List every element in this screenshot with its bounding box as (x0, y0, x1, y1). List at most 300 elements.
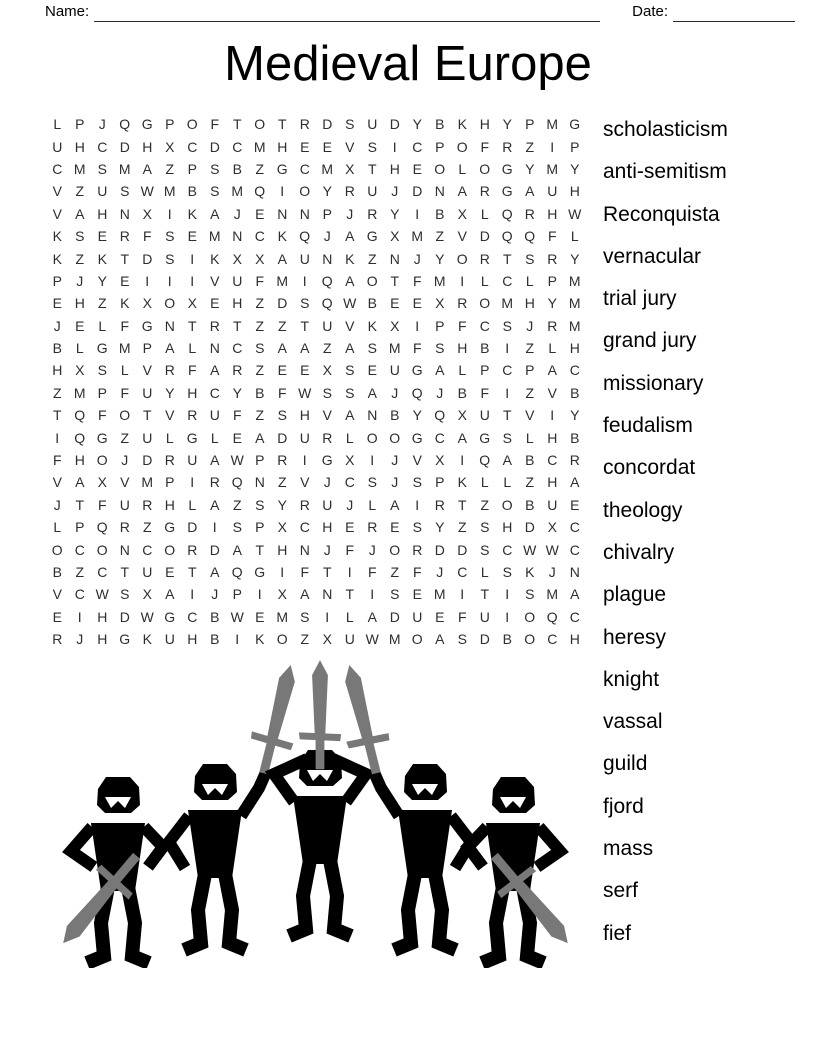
grid-letter-r12c4: L (120, 362, 129, 379)
grid-letter-r24c21: B (502, 631, 512, 648)
grid-letter-r4c8: S (210, 183, 220, 200)
grid-letter-r2c2: H (74, 138, 85, 155)
grid-letter-r6c10: C (254, 228, 265, 245)
grid-letter-r6c23: F (547, 228, 557, 245)
grid-letter-r21c6: E (165, 564, 175, 580)
grid-letter-r12c24: C (569, 362, 580, 379)
grid-letter-r19c2: P (75, 519, 85, 536)
grid-letter-r3c12: C (299, 160, 310, 177)
grid-letter-r7c19: O (456, 250, 468, 267)
grid-letter-r12c2: X (75, 362, 85, 379)
grid-letter-r18c20: Z (480, 496, 490, 513)
grid-letter-r14c3: F (97, 407, 107, 424)
grid-letter-r18c10: S (255, 496, 265, 513)
grid-letter-r22c3: W (95, 586, 109, 603)
grid-letter-r14c4: O (119, 407, 131, 424)
grid-letter-r9c17: E (412, 295, 422, 312)
grid-letter-r6c2: S (75, 228, 85, 245)
grid-letter-r8c20: L (480, 272, 489, 289)
grid-letter-r20c11: H (277, 541, 288, 558)
grid-letter-r14c2: Q (74, 407, 86, 424)
grid-letter-r18c16: A (390, 496, 400, 513)
grid-letter-r7c1: K (52, 250, 62, 267)
grid-letter-r21c18: J (436, 564, 444, 580)
grid-letter-r24c10: K (255, 631, 265, 648)
grid-letter-r17c21: L (503, 474, 512, 491)
grid-letter-r14c1: T (52, 407, 62, 424)
grid-letter-r23c14: L (345, 608, 354, 625)
grid-letter-r13c6: Y (165, 384, 175, 401)
grid-letter-r5c21: Q (501, 205, 513, 222)
grid-letter-r16c24: R (569, 452, 580, 469)
grid-letter-r11c17: F (412, 340, 422, 357)
grid-letter-r17c12: V (300, 474, 310, 491)
grid-letter-r19c7: D (187, 519, 198, 536)
grid-letter-r22c14: T (345, 586, 355, 603)
grid-letter-r8c4: E (120, 272, 130, 289)
grid-letter-r5c3: H (97, 205, 108, 222)
grid-letter-r17c13: J (323, 474, 331, 491)
grid-letter-r19c10: P (255, 519, 265, 536)
grid-letter-r2c1: U (52, 138, 63, 155)
word-list-item: theology (603, 498, 683, 522)
grid-letter-r4c17: D (412, 183, 423, 200)
grid-letter-r22c17: E (412, 586, 422, 603)
grid-letter-r24c24: H (569, 631, 580, 648)
grid-letter-r1c23: M (546, 116, 559, 133)
grid-letter-r5c24: W (568, 205, 582, 222)
grid-letter-r8c6: I (167, 272, 172, 289)
grid-letter-r24c14: U (344, 631, 355, 648)
grid-letter-r13c15: A (367, 384, 377, 401)
grid-letter-r24c11: O (276, 631, 288, 648)
grid-letter-r9c4: K (120, 295, 130, 312)
grid-letter-r14c22: V (525, 407, 535, 424)
grid-letter-r2c8: D (209, 138, 220, 155)
grid-letter-r2c5: H (142, 138, 153, 155)
grid-letter-r21c23: J (548, 564, 556, 580)
grid-letter-r12c9: R (232, 362, 243, 379)
grid-letter-r1c8: F (210, 116, 220, 133)
grid-letter-r11c13: Z (322, 340, 332, 357)
grid-letter-r21c1: B (52, 564, 62, 580)
grid-letter-r21c14: I (347, 564, 352, 580)
grid-letter-r24c23: C (547, 631, 558, 648)
grid-letter-r2c4: D (119, 138, 130, 155)
grid-letter-r20c10: T (255, 541, 265, 558)
grid-letter-r16c11: R (277, 452, 288, 469)
grid-letter-r18c3: F (97, 496, 107, 513)
grid-letter-r23c18: E (435, 608, 445, 625)
grid-letter-r9c19: R (457, 295, 468, 312)
grid-letter-r15c22: L (525, 429, 534, 446)
grid-letter-r19c11: X (277, 519, 287, 536)
grid-letter-r24c22: O (524, 631, 536, 648)
grid-letter-r1c12: R (299, 116, 310, 133)
grid-letter-r3c24: Y (570, 160, 580, 177)
grid-letter-r16c6: R (164, 452, 175, 469)
grid-letter-r14c17: Y (412, 407, 422, 424)
grid-letter-r14c12: H (299, 407, 310, 424)
grid-letter-r23c19: F (457, 608, 467, 625)
word-list-item: feudalism (603, 414, 693, 438)
grid-letter-r6c4: R (119, 228, 130, 245)
grid-letter-r16c4: J (121, 452, 129, 469)
grid-letter-r7c13: N (322, 250, 333, 267)
grid-letter-r11c2: L (75, 340, 84, 357)
grid-letter-r6c13: J (323, 228, 331, 245)
grid-letter-r8c1: P (52, 272, 62, 289)
grid-letter-r2c3: C (97, 138, 108, 155)
grid-letter-r8c8: V (210, 272, 220, 289)
grid-letter-r4c3: U (97, 183, 108, 200)
grid-letter-r2c13: E (322, 138, 332, 155)
grid-letter-r2c14: V (345, 138, 355, 155)
grid-letter-r15c3: G (96, 429, 108, 446)
grid-letter-r21c15: F (367, 564, 377, 580)
grid-letter-r1c11: T (277, 116, 287, 133)
grid-letter-r12c17: G (411, 362, 423, 379)
grid-letter-r6c21: Q (501, 228, 513, 245)
grid-letter-r20c15: J (368, 541, 376, 558)
grid-letter-r21c19: C (457, 564, 468, 580)
grid-letter-r17c19: K (457, 474, 467, 491)
grid-letter-r9c14: W (343, 295, 357, 312)
grid-letter-r12c13: X (322, 362, 332, 379)
grid-letter-r18c7: L (188, 496, 197, 513)
grid-letter-r6c1: K (52, 228, 62, 245)
grid-letter-r12c19: L (458, 362, 467, 379)
grid-letter-r13c1: Z (52, 384, 62, 401)
grid-letter-r19c9: S (232, 519, 242, 536)
grid-letter-r9c21: M (501, 295, 514, 312)
grid-letter-r17c14: C (344, 474, 355, 491)
grid-letter-r4c14: R (344, 183, 355, 200)
grid-letter-r24c3: H (97, 631, 108, 648)
grid-letter-r4c7: B (187, 183, 197, 200)
grid-letter-r10c4: F (120, 317, 130, 334)
grid-letter-r24c18: A (435, 631, 445, 648)
grid-letter-r23c16: D (389, 608, 400, 625)
grid-letter-r8c10: F (255, 272, 265, 289)
grid-letter-r4c5: W (140, 183, 154, 200)
grid-letter-r3c15: T (367, 160, 377, 177)
word-list-item: vassal (603, 710, 663, 734)
grid-letter-r7c17: J (413, 250, 421, 267)
grid-letter-r5c10: E (255, 205, 265, 222)
grid-letter-r10c14: V (345, 317, 355, 334)
grid-letter-r8c23: P (547, 272, 557, 289)
grid-letter-r9c9: H (232, 295, 243, 312)
grid-letter-r22c21: I (505, 586, 510, 603)
grid-letter-r22c19: I (460, 586, 465, 603)
grid-letter-r12c15: E (367, 362, 377, 379)
grid-letter-r22c2: C (74, 586, 85, 603)
grid-letter-r14c24: Y (570, 407, 580, 424)
grid-letter-r22c4: S (120, 586, 130, 603)
grid-letter-r13c16: J (391, 384, 399, 401)
word-list-item: knight (603, 667, 660, 691)
grid-letter-r5c18: B (435, 205, 445, 222)
grid-letter-r16c20: Q (479, 452, 491, 469)
grid-letter-r14c15: N (367, 407, 378, 424)
grid-letter-r20c5: C (142, 541, 153, 558)
grid-letter-r17c5: M (141, 474, 154, 491)
grid-letter-r14c20: U (479, 407, 490, 424)
date-label: Date: (632, 3, 668, 20)
grid-letter-r7c23: R (547, 250, 558, 267)
grid-letter-r12c3: S (97, 362, 107, 379)
grid-letter-r11c7: L (188, 340, 197, 357)
grid-letter-r15c18: C (434, 429, 445, 446)
grid-letter-r5c15: R (367, 205, 378, 222)
grid-letter-r2c20: F (480, 138, 490, 155)
date-blank-line (673, 4, 795, 22)
grid-letter-r3c7: P (187, 160, 197, 177)
grid-letter-r6c18: Z (435, 228, 445, 245)
grid-letter-r23c3: H (97, 608, 108, 625)
grid-letter-r2c10: M (253, 138, 266, 155)
grid-letter-r2c6: X (165, 138, 175, 155)
grid-letter-r23c1: E (52, 608, 62, 625)
grid-letter-r15c7: G (186, 429, 198, 446)
grid-letter-r19c24: C (569, 519, 580, 536)
grid-letter-r21c9: Q (231, 564, 243, 580)
grid-letter-r13c11: F (277, 384, 287, 401)
grid-letter-r15c23: H (547, 429, 558, 446)
grid-letter-r6c24: L (570, 228, 579, 245)
grid-letter-r16c5: D (142, 452, 153, 469)
grid-letter-r3c20: O (479, 160, 491, 177)
grid-letter-r8c13: Q (321, 272, 333, 289)
grid-letter-r1c7: O (186, 116, 198, 133)
grid-letter-r3c22: Y (525, 160, 535, 177)
grid-letter-r8c16: T (390, 272, 400, 289)
grid-letter-r13c14: S (345, 384, 355, 401)
grid-letter-r1c2: P (75, 116, 85, 133)
grid-letter-r24c19: S (457, 631, 467, 648)
grid-letter-r17c15: S (367, 474, 377, 491)
grid-letter-r12c5: V (142, 362, 152, 379)
grid-letter-r17c10: N (254, 474, 265, 491)
grid-letter-r18c13: U (322, 496, 333, 513)
grid-letter-r17c6: P (165, 474, 175, 491)
grid-letter-r21c24: N (569, 564, 580, 580)
grid-letter-r20c16: O (389, 541, 401, 558)
grid-letter-r4c1: V (52, 183, 62, 200)
grid-letter-r2c23: I (550, 138, 555, 155)
grid-letter-r11c4: M (118, 340, 131, 357)
grid-letter-r10c24: M (568, 317, 581, 334)
grid-letter-r7c12: U (299, 250, 310, 267)
grid-letter-r23c8: B (210, 608, 220, 625)
grid-letter-r13c4: F (120, 384, 130, 401)
grid-letter-r11c11: A (277, 340, 287, 357)
grid-letter-r11c19: H (457, 340, 468, 357)
grid-letter-r20c20: S (480, 541, 490, 558)
grid-letter-r2c9: C (232, 138, 243, 155)
grid-letter-r23c7: C (187, 608, 198, 625)
word-list-item: missionary (603, 371, 704, 395)
grid-letter-r19c22: D (524, 519, 535, 536)
grid-letter-r7c24: Y (570, 250, 580, 267)
name-blank-line (94, 4, 600, 22)
grid-letter-r5c13: P (322, 205, 332, 222)
grid-letter-r23c9: W (230, 608, 244, 625)
grid-letter-r6c8: M (208, 228, 221, 245)
grid-letter-r20c14: F (345, 541, 355, 558)
grid-letter-r17c7: I (190, 474, 195, 491)
grid-letter-r19c12: C (299, 519, 310, 536)
grid-letter-r14c23: I (550, 407, 555, 424)
grid-letter-r20c23: W (545, 541, 559, 558)
grid-letter-r11c15: S (367, 340, 377, 357)
grid-letter-r15c16: O (389, 429, 401, 446)
grid-letter-r20c18: D (434, 541, 445, 558)
grid-letter-r13c7: H (187, 384, 198, 401)
grid-letter-r22c15: I (370, 586, 375, 603)
grid-letter-r9c13: Q (321, 295, 333, 312)
grid-letter-r13c24: B (570, 384, 580, 401)
grid-letter-r8c19: I (460, 272, 465, 289)
grid-letter-r4c24: H (569, 183, 580, 200)
grid-letter-r1c13: D (322, 116, 333, 133)
grid-letter-r9c6: O (164, 295, 176, 312)
grid-letter-r19c5: Z (142, 519, 152, 536)
grid-letter-r16c1: F (52, 452, 62, 469)
grid-letter-r9c23: Y (547, 295, 557, 312)
grid-letter-r21c13: T (322, 564, 332, 580)
grid-letter-r7c14: K (345, 250, 355, 267)
grid-letter-r14c10: Z (255, 407, 265, 424)
word-list-item: anti-semitism (603, 160, 727, 184)
grid-letter-r1c19: K (457, 116, 467, 133)
grid-letter-r14c21: T (502, 407, 512, 424)
grid-letter-r7c15: Z (367, 250, 377, 267)
grid-letter-r17c24: A (570, 474, 580, 491)
grid-letter-r16c10: P (255, 452, 265, 469)
word-list-item: fief (603, 921, 632, 945)
grid-letter-r12c11: E (277, 362, 287, 379)
grid-letter-r19c1: L (53, 519, 62, 536)
grid-letter-r19c16: E (390, 519, 400, 536)
grid-letter-r7c2: Z (75, 250, 85, 267)
grid-letter-r9c16: E (390, 295, 400, 312)
grid-letter-r11c3: G (96, 340, 108, 357)
grid-letter-r18c19: T (457, 496, 467, 513)
grid-letter-r21c3: C (97, 564, 108, 580)
word-list-item: Reconquista (603, 202, 720, 226)
grid-letter-r11c20: B (480, 340, 490, 357)
grid-letter-r1c3: J (98, 116, 106, 133)
grid-letter-r13c17: Q (411, 384, 423, 401)
grid-letter-r10c2: E (75, 317, 85, 334)
grid-letter-r24c5: K (142, 631, 152, 648)
grid-letter-r1c5: G (141, 116, 153, 133)
grid-letter-r22c13: N (322, 586, 333, 603)
grid-letter-r16c15: I (370, 452, 375, 469)
grid-letter-r15c19: A (457, 429, 467, 446)
grid-letter-r20c12: N (299, 541, 310, 558)
grid-letter-r6c20: D (479, 228, 490, 245)
grid-letter-r9c15: B (367, 295, 377, 312)
grid-letter-r8c22: L (525, 272, 534, 289)
grid-letter-r9c24: M (568, 295, 581, 312)
grid-letter-r5c14: J (346, 205, 354, 222)
grid-letter-r13c8: C (209, 384, 220, 401)
word-list-item: guild (603, 752, 648, 776)
grid-letter-r1c9: T (232, 116, 242, 133)
grid-letter-r6c5: F (142, 228, 152, 245)
grid-letter-r10c1: J (53, 317, 61, 334)
grid-letter-r4c21: G (501, 183, 513, 200)
grid-letter-r12c18: A (435, 362, 445, 379)
grid-letter-r19c18: Y (435, 519, 445, 536)
grid-letter-r18c1: J (53, 496, 61, 513)
grid-letter-r6c6: S (165, 228, 175, 245)
grid-letter-r11c1: B (52, 340, 62, 357)
grid-letter-r10c16: X (390, 317, 400, 334)
grid-letter-r5c20: L (480, 205, 489, 222)
grid-letter-r14c18: Q (434, 407, 446, 424)
grid-letter-r22c23: M (546, 586, 559, 603)
grid-letter-r22c5: X (142, 586, 152, 603)
grid-letter-r6c11: K (277, 228, 287, 245)
grid-letter-r3c6: Z (165, 160, 175, 177)
grid-letter-r20c7: R (187, 541, 198, 558)
knights-illustration (50, 650, 590, 968)
grid-letter-r14c6: V (165, 407, 175, 424)
grid-letter-r5c16: Y (390, 205, 400, 222)
grid-letter-r15c14: L (345, 429, 354, 446)
grid-letter-r21c10: G (254, 564, 266, 580)
grid-letter-r3c9: B (232, 160, 242, 177)
grid-letter-r9c3: Z (97, 295, 107, 312)
page-title: Medieval Europe (224, 37, 592, 91)
grid-letter-r17c2: A (75, 474, 85, 491)
grid-letter-r20c17: R (412, 541, 423, 558)
grid-letter-r9c1: E (52, 295, 62, 312)
grid-letter-r2c11: H (277, 138, 288, 155)
grid-letter-r7c9: X (232, 250, 242, 267)
grid-letter-r7c5: D (142, 250, 153, 267)
grid-letter-r15c21: S (502, 429, 512, 446)
grid-letter-r6c3: E (97, 228, 107, 245)
grid-letter-r3c13: M (321, 160, 334, 177)
grid-letter-r24c7: H (187, 631, 198, 648)
grid-letter-r19c23: X (547, 519, 557, 536)
grid-letter-r24c13: X (322, 631, 332, 648)
grid-letter-r11c9: C (232, 340, 243, 357)
grid-letter-r18c11: Y (277, 496, 287, 513)
grid-letter-r8c17: F (412, 272, 422, 289)
grid-letter-r20c3: O (96, 541, 108, 558)
grid-letter-r24c1: R (52, 631, 63, 648)
grid-letter-r18c23: U (547, 496, 558, 513)
grid-letter-r22c10: I (257, 586, 262, 603)
grid-letter-r11c5: P (142, 340, 152, 357)
grid-letter-r23c23: Q (546, 608, 558, 625)
grid-letter-r5c23: H (547, 205, 558, 222)
word-list-item: heresy (603, 625, 667, 649)
grid-letter-r21c5: U (142, 564, 153, 580)
grid-letter-r1c6: P (165, 116, 175, 133)
name-label: Name: (45, 3, 90, 20)
grid-letter-r1c20: H (479, 116, 490, 133)
grid-letter-r17c22: Z (525, 474, 535, 491)
grid-letter-r24c4: G (119, 631, 131, 648)
grid-letter-r23c12: S (300, 608, 310, 625)
